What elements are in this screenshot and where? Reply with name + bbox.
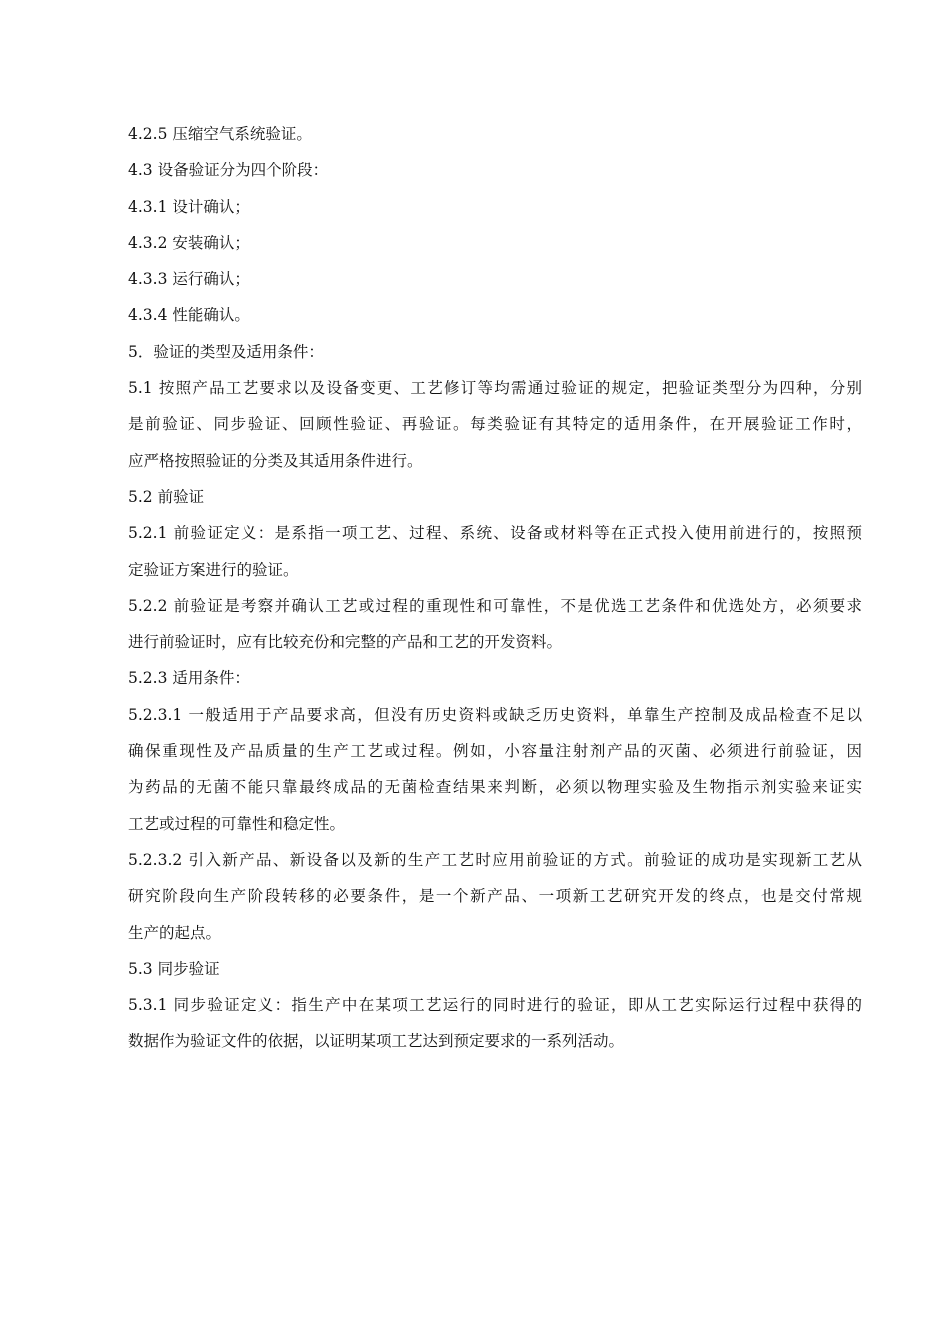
text-line: 5．验证的类型及适用条件： — [128, 342, 324, 361]
text-line: 4.3.2 安装确认； — [128, 233, 250, 252]
text-line: 研究阶段向生产阶段转移的必要条件，是一个新产品、一项新工艺研究开发的终点，也是交付常规 — [128, 887, 862, 906]
document-body — [128, 116, 862, 1060]
text-line: 5.2.3 适用条件： — [128, 669, 250, 688]
text-line: 为药品的无菌不能只靠最终成品的无菌检查结果来判断，必须以物理实验及生物指示剂实验来证实 — [128, 778, 862, 797]
text-line: 4.2.5 压缩空气系统验证。 — [128, 125, 312, 143]
text-line: 5.3 同步验证 — [128, 959, 220, 978]
text-line: 5.2.1 前验证定义：是系指一项工艺、过程、系统、设备或材料等在正式投入使用前进行的，按照预 — [128, 524, 862, 543]
text-line: 5.2.3.2 引入新产品、新设备以及新的生产工艺时应用前验证的方式。前验证的成功是实现新工艺从 — [128, 850, 862, 869]
text-line: 5.2 前验证 — [128, 487, 205, 506]
text-line: 4.3 设备验证分为四个阶段： — [128, 161, 329, 180]
text-line: 4.3.1 设计确认； — [128, 197, 250, 216]
text-line: 工艺或过程的可靠性和稳定性。 — [128, 814, 346, 833]
text-line: 定验证方案进行的验证。 — [128, 560, 299, 579]
text-line: 4.3.4 性能确认。 — [128, 306, 250, 325]
text-line: 5.3.1 同步验证定义：指生产中在某项工艺运行的同时进行的验证，即从工艺实际运行过程中获得的 — [128, 996, 862, 1015]
text-line: 5.1 按照产品工艺要求以及设备变更、工艺修订等均需通过验证的规定，把验证类型分为四种，分别 — [128, 379, 862, 398]
text-line: 数据作为验证文件的依据，以证明某项工艺达到预定要求的一系列活动。 — [128, 1032, 625, 1051]
text-line: 5.2.3.1 一般适用于产品要求高，但没有历史资料或缺乏历史资料，单靠生产控制及成品检查不足以 — [128, 705, 862, 724]
text-line: 4.3.3 运行确认； — [128, 270, 250, 289]
text-line: 生产的起点。 — [128, 923, 222, 942]
text-line: 应严格按照验证的分类及其适用条件进行。 — [128, 451, 423, 470]
text-line: 是前验证、同步验证、回顾性验证、再验证。每类验证有其特定的适用条件，在开展验证工作时， — [128, 415, 862, 434]
text-line: 进行前验证时，应有比较充份和完整的产品和工艺的开发资料。 — [128, 633, 563, 652]
text-line: 5.2.2 前验证是考察并确认工艺或过程的重现性和可靠性，不是优选工艺条件和优选处方，必须要求 — [128, 596, 862, 615]
text-line: 确保重现性及产品质量的生产工艺或过程。例如，小容量注射剂产品的灭菌、必须进行前验证，因 — [128, 742, 862, 761]
